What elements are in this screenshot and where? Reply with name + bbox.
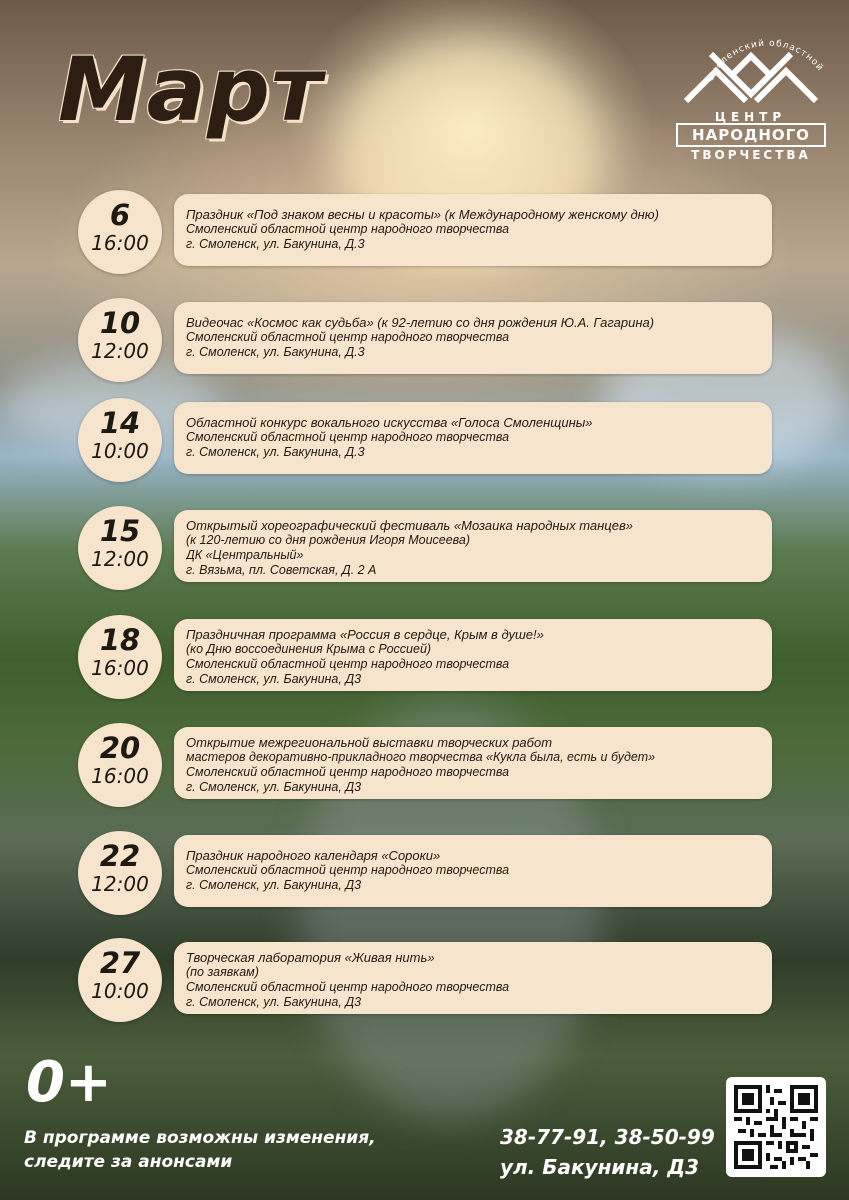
event-detail: (ко Дню воссоединения Крыма с Россией) xyxy=(186,642,432,656)
event-detail: Смоленский областной центр народного творчества xyxy=(186,980,510,994)
event-title: Видеочас «Космос как судьба» (к 92-летию со дня рождения Ю.А. Гагарина) xyxy=(186,315,655,330)
logo-word-folk: НАРОДНОГО xyxy=(676,123,826,147)
event-row xyxy=(78,398,778,482)
notice-line-2: следите за анонсами xyxy=(24,1152,233,1172)
event-time: 10:00 xyxy=(91,439,149,463)
logo-arc-label: Смоленский областной xyxy=(705,38,826,84)
event-time: 16:00 xyxy=(91,764,149,788)
event-date xyxy=(78,298,162,382)
event-day: 22 xyxy=(99,839,141,873)
event-card xyxy=(174,835,772,907)
event-day: 18 xyxy=(99,623,141,657)
event-day: 27 xyxy=(99,946,141,980)
contacts xyxy=(500,1122,715,1182)
event-time: 12:00 xyxy=(91,339,149,363)
event-detail: г. Смоленск, ул. Бакунина, Д.3 xyxy=(186,237,365,251)
event-detail: г. Смоленск, ул. Бакунина, Д.3 xyxy=(186,345,365,359)
event-time: 12:00 xyxy=(91,547,149,571)
event-detail: г. Вязьма, пл. Советская, Д. 2 А xyxy=(186,563,377,577)
event-date xyxy=(78,398,162,482)
event-title: Праздник народного календаря «Сороки» xyxy=(186,848,441,863)
logo-word-center: ЦЕНТР xyxy=(714,110,787,124)
event-time: 10:00 xyxy=(91,979,149,1003)
address: ул. Бакунина, Д3 xyxy=(500,1155,700,1179)
event-detail: г. Смоленск, ул. Бакунина, Д3 xyxy=(186,780,362,794)
event-title: Открытый хореографический фестиваль «Мозаика народных танцев» xyxy=(186,518,633,533)
event-detail: (к 120-летию со дня рождения Игоря Моисеева) xyxy=(186,533,471,547)
event-detail: Смоленский областной центр народного творчества xyxy=(186,222,510,236)
qr-code[interactable] xyxy=(726,1077,826,1177)
event-card xyxy=(174,302,772,374)
event-title: Открытие межрегиональной выставки творческих работ xyxy=(186,735,553,750)
event-day: 15 xyxy=(99,514,141,548)
event-day: 10 xyxy=(99,306,141,340)
event-date xyxy=(78,938,162,1022)
event-time: 16:00 xyxy=(91,231,149,255)
event-date xyxy=(78,506,162,590)
event-card xyxy=(174,402,772,474)
event-detail: г. Смоленск, ул. Бакунина, Д.3 xyxy=(186,445,365,459)
event-date xyxy=(78,615,162,699)
event-detail: г. Смоленск, ул. Бакунина, Д3 xyxy=(186,878,362,892)
event-detail: Смоленский областной центр народного творчества xyxy=(186,765,510,779)
event-detail: мастеров декоративно-прикладного творчества «Кукла была, есть и будет» xyxy=(186,750,656,764)
event-card xyxy=(174,727,772,799)
event-detail: Смоленский областной центр народного творчества xyxy=(186,430,510,444)
page-title: Март xyxy=(58,38,323,141)
event-detail: Смоленский областной центр народного творчества xyxy=(186,863,510,877)
event-row xyxy=(78,938,778,1022)
event-detail: г. Смоленск, ул. Бакунина, Д3 xyxy=(186,672,362,686)
event-detail: г. Смоленск, ул. Бакунина, Д3 xyxy=(186,995,362,1009)
event-row xyxy=(78,723,778,807)
event-row xyxy=(78,831,778,915)
event-title: Областной конкурс вокального искусства «Голоса Смоленщины» xyxy=(186,415,593,430)
event-row xyxy=(78,190,778,274)
event-date xyxy=(78,723,162,807)
event-date xyxy=(78,831,162,915)
event-row xyxy=(78,615,778,699)
age-rating: 0+ xyxy=(26,1050,112,1115)
event-title: Творческая лаборатория «Живая нить» xyxy=(186,950,435,965)
event-card xyxy=(174,194,772,266)
event-day: 14 xyxy=(99,406,141,440)
event-detail: ДК «Центральный» xyxy=(186,548,304,562)
phone-numbers: 38-77-91, 38-50-99 xyxy=(500,1125,715,1149)
changes-notice xyxy=(24,1126,376,1174)
notice-line-1: В программе возможны изменения, xyxy=(24,1128,376,1148)
event-day: 20 xyxy=(99,731,141,765)
ornament-icon xyxy=(676,46,826,106)
event-detail: Смоленский областной центр народного творчества xyxy=(186,330,510,344)
qr-code-icon xyxy=(734,1085,818,1169)
event-time: 12:00 xyxy=(91,872,149,896)
event-time: 16:00 xyxy=(91,656,149,680)
event-title: Праздник «Под знаком весны и красоты» (к Международному женскому дню) xyxy=(186,207,659,222)
event-card xyxy=(174,510,772,582)
event-detail: (по заявкам) xyxy=(186,965,259,979)
logo-word-art: ТВОРЧЕСТВА xyxy=(691,148,811,162)
event-row xyxy=(78,506,778,590)
event-row xyxy=(78,298,778,382)
logo xyxy=(672,30,830,160)
event-detail: Смоленский областной центр народного творчества xyxy=(186,657,510,671)
event-day: 6 xyxy=(109,198,131,232)
event-card xyxy=(174,619,772,691)
event-card xyxy=(174,942,772,1014)
event-title: Праздничная программа «Россия в сердце, Крым в душе!» xyxy=(186,627,544,642)
event-date xyxy=(78,190,162,274)
